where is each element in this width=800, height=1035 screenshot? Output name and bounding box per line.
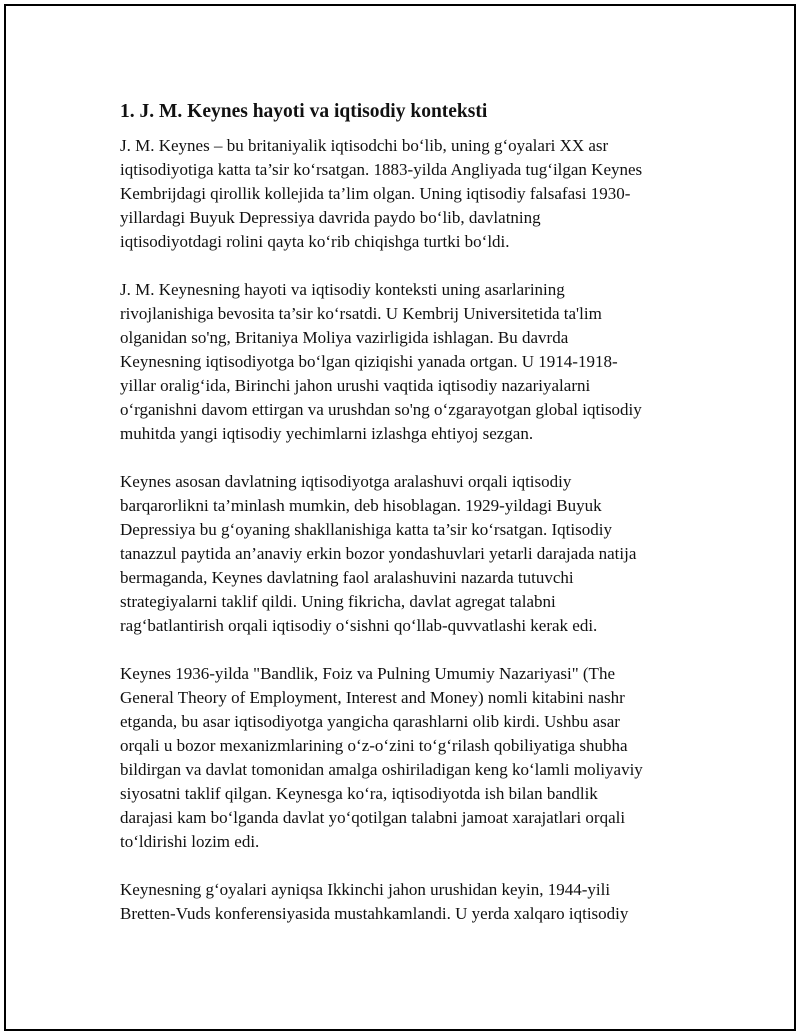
text-line: rivojlanishiga bevosita ta’sir ko‘rsatdi. U Kembrij Universitetida ta'lim <box>120 304 602 323</box>
text-line: to‘ldirishi lozim edi. <box>120 832 260 851</box>
text-line: iqtisodiyotiga katta ta’sir ko‘rsatgan. 1883-yilda Angliyada tug‘ilgan Keynes <box>120 160 643 179</box>
text-line: olganidan so'ng, Britaniya Moliya vazirligida ishlagan. Bu davrda <box>120 328 569 347</box>
text-line: Keynesning g‘oyalari ayniqsa Ikkinchi jahon urushidan keyin, 1944-yili <box>120 880 611 899</box>
text-line: iqtisodiyotdagi rolini qayta ko‘rib chiqishga turtki bo‘ldi. <box>120 232 510 251</box>
text-line: rag‘batlantirish orqali iqtisodiy o‘sishni qo‘llab-quvvatlashi kerak edi. <box>120 616 598 635</box>
text-line: muhitda yangi iqtisodiy yechimlarni izlashga ehtiyoj sezgan. <box>120 424 534 443</box>
text-line: yillar oralig‘ida, Birinchi jahon urushi vaqtida iqtisodiy nazariyalarni <box>120 376 591 395</box>
paragraph-3 <box>120 470 690 638</box>
text-line: strategiyalarni taklif qildi. Uning fikricha, davlat agregat talabni <box>120 592 556 611</box>
text-line: darajasi kam bo‘lganda davlat yo‘qotilgan talabni jamoat xarajatlari orqali <box>120 808 626 827</box>
document-body <box>120 99 690 950</box>
text-line: siyosatni taklif qilgan. Keynesga ko‘ra, iqtisodiyotda ish bilan bandlik <box>120 784 598 803</box>
text-line: Keynes asosan davlatning iqtisodiyotga aralashuvi orqali iqtisodiy <box>120 472 572 491</box>
section-heading: 1. J. M. Keynes hayoti va iqtisodiy konteksti <box>120 101 488 122</box>
text-line: General Theory of Employment, Interest and Money) nomli kitabini nashr <box>120 688 625 707</box>
text-line: bildirgan va davlat tomonidan amalga oshiriladigan keng ko‘lamli moliyaviy <box>120 760 643 779</box>
text-line: J. M. Keynes – bu britaniyalik iqtisodchi bo‘lib, uning g‘oyalari XX asr <box>120 136 609 155</box>
text-line: yillardagi Buyuk Depressiya davrida paydo bo‘lib, davlatning <box>120 208 541 227</box>
text-line: tanazzul paytida an’anaviy erkin bozor yondashuvlari yetarli darajada natija <box>120 544 637 563</box>
paragraph-5 <box>120 878 690 926</box>
text-line: Keynesning iqtisodiyotga bo‘lgan qiziqishi yanada ortgan. U 1914-1918- <box>120 352 618 371</box>
text-line: bermaganda, Keynes davlatning faol aralashuvini nazarda tutuvchi <box>120 568 574 587</box>
paragraph-2 <box>120 278 690 446</box>
text-line: barqarorlikni ta’minlash mumkin, deb hisoblagan. 1929-yildagi Buyuk <box>120 496 602 515</box>
text-line: Kembrijdagi qirollik kollejida ta’lim olgan. Uning iqtisodiy falsafasi 1930- <box>120 184 631 203</box>
text-line: orqali u bozor mexanizmlarining o‘z-o‘zini to‘g‘rilash qobiliyatiga shubha <box>120 736 628 755</box>
text-line: J. M. Keynesning hayoti va iqtisodiy konteksti uning asarlarining <box>120 280 565 299</box>
text-line: o‘rganishni davom ettirgan va urushdan so'ng o‘zgarayotgan global iqtisodiy <box>120 400 642 419</box>
document-page <box>4 4 796 1031</box>
text-line: Keynes 1936-yilda "Bandlik, Foiz va Pulning Umumiy Nazariyasi" (The <box>120 664 615 683</box>
text-line: etganda, bu asar iqtisodiyotga yangicha qarashlarni olib kirdi. Ushbu asar <box>120 712 620 731</box>
text-line: Bretten-Vuds konferensiyasida mustahkamlandi. U yerda xalqaro iqtisodiy <box>120 904 629 923</box>
text-line: Depressiya bu g‘oyaning shakllanishiga katta ta’sir ko‘rsatgan. Iqtisodiy <box>120 520 612 539</box>
paragraph-1 <box>120 134 690 254</box>
paragraph-4 <box>120 662 690 854</box>
